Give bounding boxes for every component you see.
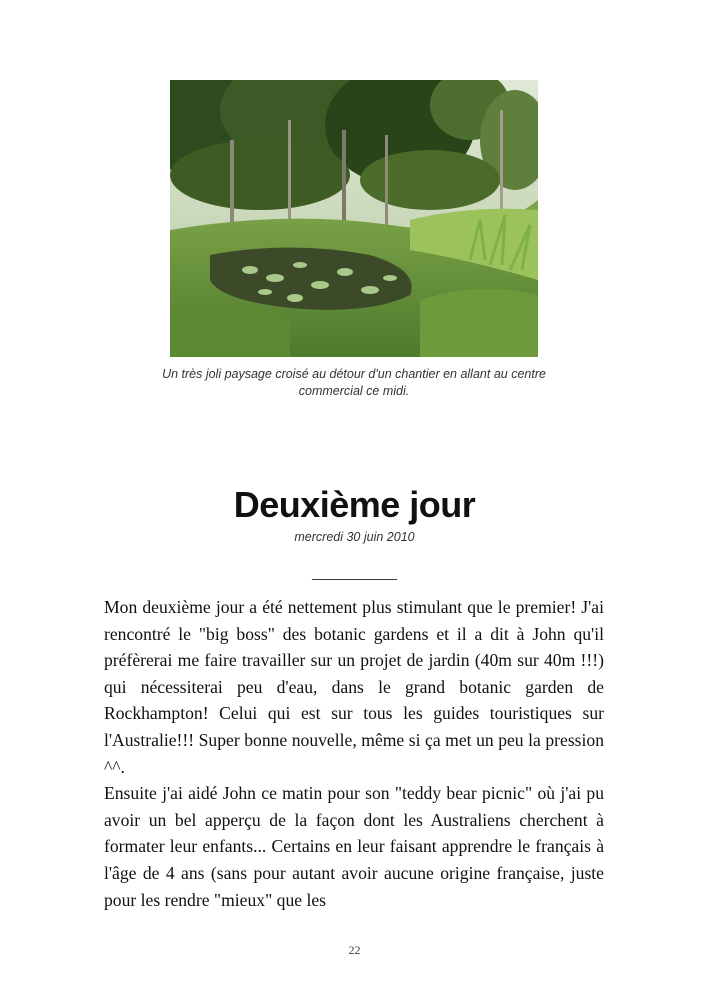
page-number: 22: [348, 943, 361, 957]
paragraph: Mon deuxième jour a été nettement plus stimulant que le premier! J'ai rencontré le "big boss" des botanic gardens et il a dit à John qu'il préfèrerai me faire travailler sur un projet de jardin (40m sur 40m !!!) qui nécessiterai peu d'eau, dans le grand botanic garden de Rockhampton! Celui qui est sur tous les guides touristiques sur l'Australie!!! Super bonne nouvelle, même si ça met un peu la pression ^^.: [104, 597, 604, 777]
entry-body: [104, 594, 604, 913]
landscape-photo: [170, 80, 538, 357]
photo-caption: Un très joli paysage croisé au détour d'un chantier en allant au centre commercial ce midi.: [162, 367, 546, 398]
entry-date: mercredi 30 juin 2010: [294, 530, 415, 544]
separator-line: __________: [312, 563, 397, 582]
entry-title: Deuxième jour: [233, 484, 476, 525]
paragraph: Ensuite j'ai aidé John ce matin pour son "teddy bear picnic" où j'ai pu avoir un bel apperçu de la façon dont les Australiens cherchent à formater leur enfants... Certains en leur faisant apprendre le français à l'âge de 4 ans (sans pour autant avoir aucune origine française, juste pour les rendre "mieux" que les: [104, 783, 604, 910]
